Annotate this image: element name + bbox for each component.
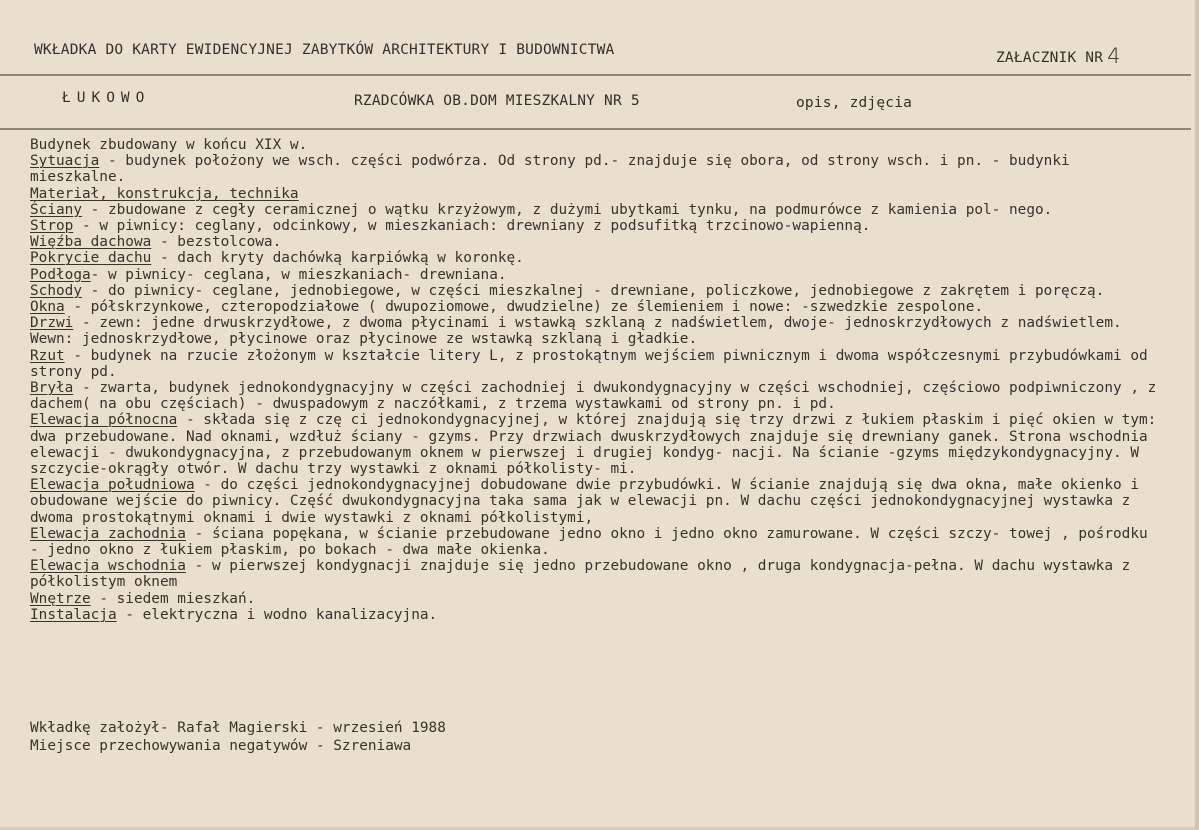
section-text: - elektryczna i wodno kanalizacyjna. [116, 606, 438, 623]
section-label: Wnętrze [30, 590, 91, 607]
section-text: - siedem mieszkań. [90, 590, 256, 607]
section-text: - do części jednokondygnacyjnej dobudowane dwie przybudówki. W ścianie znajdują się dwa okna, małe okienko i obudowane wejście do piwnicy. Część dwukondygnacyjna taka sama jak w elewacji pn. W dachu części jednokondygnacyjnej wystawka z dwoma prostokątnymi oknami i dwie wystawki z oknami półkolistymi, [30, 477, 1139, 526]
section-paragraph [30, 348, 1160, 380]
section-paragraph [30, 267, 1160, 283]
section-label: Elewacja południowa [30, 477, 195, 494]
section-label: Drzwi [30, 315, 74, 332]
section-paragraph [30, 607, 1160, 623]
section-text: - w pierwszej kondygnacji znajduje się jedno przebudowane okno , druga kondygnacja-pełna. W dachu wystawka z półkolistym oknem [30, 558, 1131, 591]
storage-line: Miejsce przechowywania negatywów - Szreniawa [30, 737, 412, 754]
section-paragraph [30, 234, 1160, 250]
description-sections [30, 153, 1160, 623]
section-label: Instalacja [30, 606, 117, 623]
intro-line: Budynek zbudowany w końcu XIX w. [30, 137, 308, 153]
divider-header [0, 128, 1191, 130]
document-kind: opis, zdjęcia [796, 95, 913, 111]
section-text: - zewn: jedne drwuskrzydłowe, z dwoma płycinami i wstawką szklaną z nadświetlem, dwoje- jednoskrzydłowych z nadświetlem. Wewn: jednoskrzydłowe, płycinowe oraz płycinowe ze wstawką szklaną i gładkie. [30, 315, 1122, 348]
section-paragraph [30, 380, 1160, 412]
section-label: Elewacja zachodnia [30, 525, 186, 542]
section-text: - zwarta, budynek jednokondygnacyjny w części zachodniej i dwukondygnacyjny w części wschodniej, częściowo podpiwniczony , z dachem( na obu częściach) - dwuspadowym z naczółkami, z trzema wystawkami od strony pn. i pd. [30, 380, 1157, 413]
section-paragraph [30, 186, 1160, 202]
annex-label [996, 44, 1121, 68]
section-label: Elewacja wschodnia [30, 558, 186, 575]
section-label: Strop [30, 218, 74, 235]
section-text: - dach kryty dachówką karpiówką w koronkę. [151, 250, 524, 267]
section-paragraph [30, 153, 1160, 185]
section-paragraph [30, 250, 1160, 266]
section-paragraph [30, 477, 1160, 526]
section-label: Sytuacja [30, 153, 100, 170]
annex-number: 4 [1107, 44, 1121, 68]
section-label: Ściany [30, 201, 82, 218]
section-text: - w piwnicy- ceglana, w mieszkaniach- drewniana. [90, 266, 507, 283]
author-line: Wkładkę założył- Rafał Magierski - wrzesień 1988 [30, 720, 446, 736]
section-text: - składa się z czę ci jednokondygnacyjnej, w której znajdują się trzy drzwi z łukiem płaskim i pięć okien w tym: dwa przebudowane. Nad oknami, wzdłuż ściany - gzyms. Przy drzwiach dwuskrzydłowych znajduje się drewniany ganek. Strona wschodnia elewacji - dwukondygnacyjna, z przebudowanym oknem w pierwszej i drugiej kondyg- nacji. Na ścianie -gzyms międzykondygnacyjny. W szczycie-okrągły otwór. W dachu trzy wystawki z oknami półkolisty- mi. [30, 412, 1157, 478]
divider-top [0, 74, 1191, 76]
section-paragraph [30, 412, 1160, 477]
section-paragraph [30, 299, 1160, 315]
object-name: RZADCÓWKA OB.DOM MIESZKALNY NR 5 [354, 93, 640, 109]
section-paragraph [30, 218, 1160, 234]
section-paragraph [30, 591, 1160, 607]
section-label: Schody [30, 282, 82, 299]
description-body [30, 137, 1160, 623]
section-label: Materiał, konstrukcja, technika [30, 185, 299, 202]
section-text: - bezstolcowa. [151, 234, 282, 251]
section-paragraph [30, 315, 1160, 347]
section-text: - budynek na rzucie złożonym w kształcie litery L, z prostokątnym wejściem piwnicznym i dwoma współczesnymi przybudówkami od strony pd. [30, 347, 1148, 380]
section-paragraph [30, 526, 1160, 558]
section-text: - w piwnicy: ceglany, odcinkowy, w mieszkaniach: drewniany z podsufitką trzcinowo-wapienną. [73, 218, 871, 235]
section-label: Elewacja północna [30, 412, 178, 429]
section-paragraph [30, 558, 1160, 590]
section-label: Pokrycie dachu [30, 250, 152, 267]
section-paragraph [30, 283, 1160, 299]
card-title: WKŁADKA DO KARTY EWIDENCYJNEJ ZABYTKÓW ARCHITEKTURY I BUDOWNICTWA [34, 42, 615, 58]
section-label: Podłoga [30, 266, 91, 283]
town-name: ŁUKOWO [62, 90, 151, 106]
section-label: Okna [30, 299, 65, 316]
section-text: - zbudowane z cegły ceramicznej o wątku krzyżowym, z dużymi ubytkami tynku, na podmurówce z kamienia pol- nego. [81, 201, 1053, 218]
section-label: Bryła [30, 380, 74, 397]
section-paragraph [30, 202, 1160, 218]
section-label: Więźba dachowa [30, 234, 152, 251]
annex-label-text: ZAŁACZNIK NR [996, 50, 1104, 66]
section-label: Rzut [30, 347, 65, 364]
section-text: - budynek położony we wsch. części podwórza. Od strony pd.- znajduje się obora, od strony wsch. i pn. - budynki mieszkalne. [30, 153, 1070, 186]
footer [30, 720, 446, 755]
section-text: - ściana popękana, w ścianie przebudowane jedno okno i jedno okno zamurowane. W części szczy- towej , pośrodku - jedno okno z łukiem płaskim, po bokach - dwa małe okienka. [30, 525, 1148, 559]
section-text: - do piwnicy- ceglane, jednobiegowe, w części mieszkalnej - drewniane, policzkowe, jednobiegowe z zakrętem i poręczą. [81, 282, 1105, 299]
section-text: - półskrzynkowe, czteropodziałowe ( dwupoziomowe, dwudzielne) ze ślemieniem i nowe: -szwedzkie zespolone. [64, 299, 984, 316]
